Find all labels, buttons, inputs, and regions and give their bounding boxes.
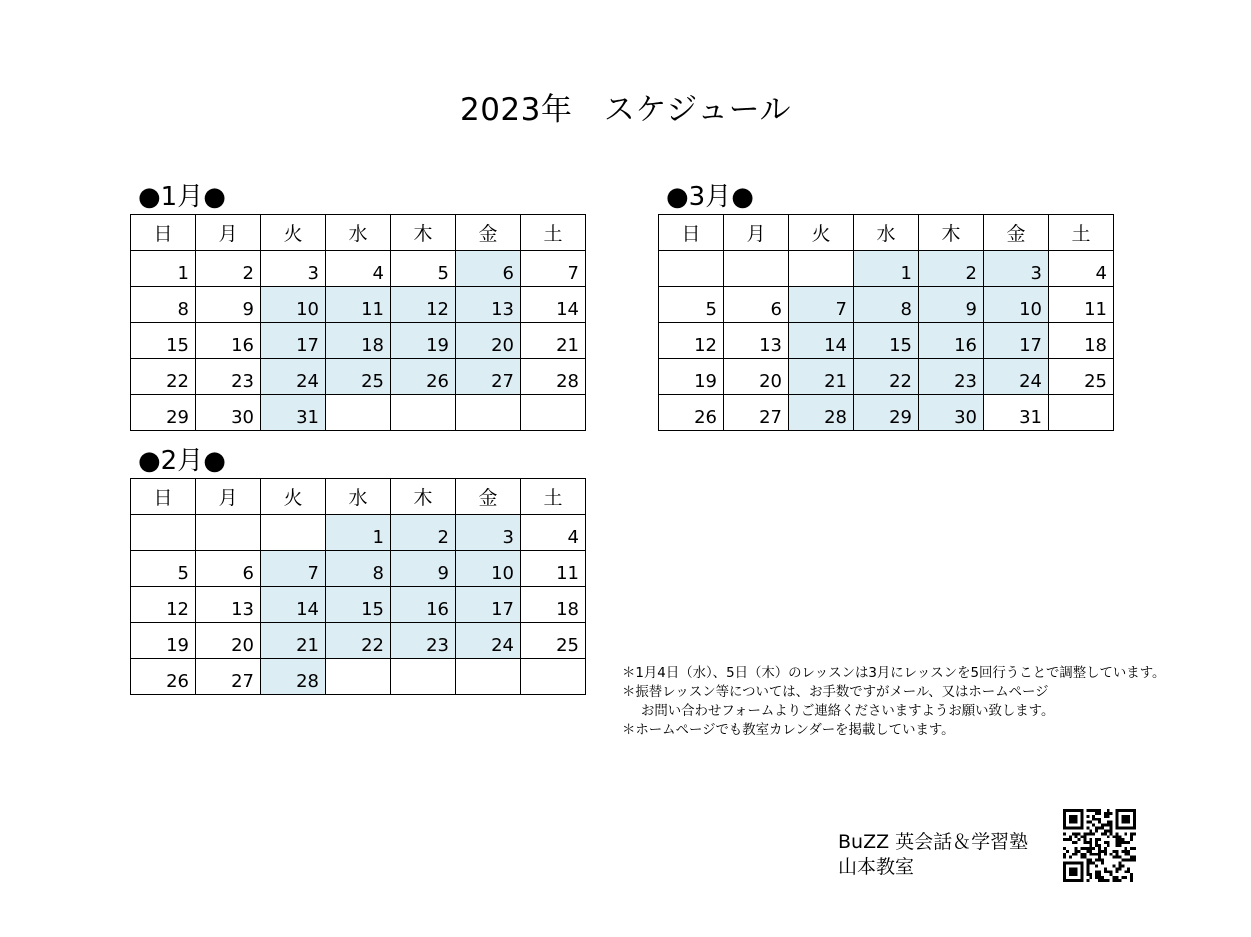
week-row — [131, 623, 586, 659]
weekday-header: 日 — [131, 215, 196, 251]
note-line: ＊ホームページでも教室カレンダーを掲載しています。 — [622, 723, 955, 738]
qr-code-icon[interactable] — [1063, 809, 1136, 882]
day-cell: 3 — [984, 251, 1049, 287]
day-cell: 24 — [456, 623, 521, 659]
day-cell: 24 — [261, 359, 326, 395]
calendar-march — [658, 214, 1114, 431]
weekday-header: 金 — [456, 479, 521, 515]
day-cell: 28 — [261, 659, 326, 695]
day-cell: 16 — [919, 323, 984, 359]
weekday-header: 月 — [724, 215, 789, 251]
empty-day-cell — [789, 251, 854, 287]
day-cell: 17 — [984, 323, 1049, 359]
day-cell: 7 — [789, 287, 854, 323]
weekday-header: 火 — [261, 479, 326, 515]
note-line: お問い合わせフォームよりご連絡くださいますようお願い致します。 — [641, 704, 1055, 719]
day-cell: 16 — [196, 323, 261, 359]
week-row — [131, 287, 586, 323]
weekday-header: 金 — [984, 215, 1049, 251]
day-cell: 17 — [261, 323, 326, 359]
week-row — [659, 287, 1114, 323]
day-cell: 10 — [984, 287, 1049, 323]
weekday-header: 水 — [854, 215, 919, 251]
day-cell: 20 — [196, 623, 261, 659]
day-cell: 27 — [196, 659, 261, 695]
day-cell: 15 — [326, 587, 391, 623]
day-cell: 2 — [919, 251, 984, 287]
weekday-header: 火 — [261, 215, 326, 251]
month-heading-january: ●1月● — [138, 182, 226, 212]
notes — [622, 664, 1165, 740]
day-cell: 8 — [326, 551, 391, 587]
empty-day-cell — [521, 395, 586, 431]
day-cell: 11 — [326, 287, 391, 323]
day-cell: 27 — [724, 395, 789, 431]
day-cell: 20 — [456, 323, 521, 359]
weekday-header: 月 — [196, 215, 261, 251]
calendar-february — [130, 478, 586, 695]
weekday-header: 火 — [789, 215, 854, 251]
day-cell: 6 — [456, 251, 521, 287]
week-row — [131, 359, 586, 395]
day-cell: 2 — [196, 251, 261, 287]
day-cell: 11 — [521, 551, 586, 587]
weekday-header: 土 — [1049, 215, 1114, 251]
day-cell: 14 — [521, 287, 586, 323]
day-cell: 26 — [391, 359, 456, 395]
empty-day-cell — [326, 395, 391, 431]
day-cell: 5 — [131, 551, 196, 587]
day-cell: 28 — [789, 395, 854, 431]
week-row — [131, 551, 586, 587]
day-cell: 19 — [659, 359, 724, 395]
day-cell: 29 — [131, 395, 196, 431]
empty-day-cell — [659, 251, 724, 287]
day-cell: 4 — [326, 251, 391, 287]
empty-day-cell — [391, 659, 456, 695]
day-cell: 21 — [261, 623, 326, 659]
school-name-line1: BuZZ 英会話＆学習塾 — [838, 831, 1029, 853]
empty-day-cell — [326, 659, 391, 695]
weekday-header: 日 — [659, 215, 724, 251]
day-cell: 30 — [919, 395, 984, 431]
weekday-header: 水 — [326, 215, 391, 251]
week-row — [659, 395, 1114, 431]
day-cell: 30 — [196, 395, 261, 431]
day-cell: 21 — [789, 359, 854, 395]
day-cell: 25 — [1049, 359, 1114, 395]
day-cell: 16 — [391, 587, 456, 623]
page-title: 2023年 スケジュール — [459, 92, 792, 128]
week-row — [659, 359, 1114, 395]
day-cell: 25 — [326, 359, 391, 395]
day-cell: 9 — [196, 287, 261, 323]
day-cell: 20 — [724, 359, 789, 395]
day-cell: 28 — [521, 359, 586, 395]
day-cell: 1 — [131, 251, 196, 287]
weekday-header: 日 — [131, 479, 196, 515]
school-name-line2: 山本教室 — [838, 856, 915, 878]
calendar-january — [130, 214, 586, 431]
weekday-header-row — [659, 215, 1114, 251]
week-row — [131, 515, 586, 551]
week-row — [659, 323, 1114, 359]
day-cell: 22 — [326, 623, 391, 659]
weekday-header: 月 — [196, 479, 261, 515]
empty-day-cell — [391, 395, 456, 431]
day-cell: 18 — [326, 323, 391, 359]
day-cell: 15 — [131, 323, 196, 359]
week-row — [131, 395, 586, 431]
note-line: ＊1月4日（水）、5日（木）のレッスンは3月にレッスンを5回行うことで調整しています。 — [622, 666, 1166, 681]
day-cell: 23 — [391, 623, 456, 659]
day-cell: 7 — [261, 551, 326, 587]
empty-day-cell — [1049, 395, 1114, 431]
day-cell: 14 — [789, 323, 854, 359]
weekday-header: 木 — [391, 215, 456, 251]
week-row — [659, 251, 1114, 287]
weekday-header-row — [131, 479, 586, 515]
day-cell: 10 — [456, 551, 521, 587]
empty-day-cell — [521, 659, 586, 695]
empty-day-cell — [261, 515, 326, 551]
day-cell: 9 — [391, 551, 456, 587]
day-cell: 13 — [196, 587, 261, 623]
month-heading-february: ●2月● — [138, 446, 226, 476]
day-cell: 25 — [521, 623, 586, 659]
day-cell: 19 — [391, 323, 456, 359]
day-cell: 23 — [919, 359, 984, 395]
day-cell: 14 — [261, 587, 326, 623]
day-cell: 9 — [919, 287, 984, 323]
day-cell: 23 — [196, 359, 261, 395]
day-cell: 31 — [984, 395, 1049, 431]
day-cell: 5 — [391, 251, 456, 287]
weekday-header: 木 — [919, 215, 984, 251]
weekday-header: 水 — [326, 479, 391, 515]
day-cell: 1 — [326, 515, 391, 551]
day-cell: 10 — [261, 287, 326, 323]
week-row — [131, 251, 586, 287]
day-cell: 4 — [1049, 251, 1114, 287]
day-cell: 12 — [659, 323, 724, 359]
empty-day-cell — [724, 251, 789, 287]
day-cell: 8 — [131, 287, 196, 323]
day-cell: 31 — [261, 395, 326, 431]
school-name — [838, 830, 1028, 880]
empty-day-cell — [196, 515, 261, 551]
day-cell: 18 — [1049, 323, 1114, 359]
note-line: ＊振替レッスン等については、お手数ですがメール、又はホームページ — [622, 685, 1049, 700]
day-cell: 15 — [854, 323, 919, 359]
day-cell: 26 — [659, 395, 724, 431]
day-cell: 13 — [724, 323, 789, 359]
week-row — [131, 659, 586, 695]
day-cell: 7 — [521, 251, 586, 287]
day-cell: 12 — [131, 587, 196, 623]
day-cell: 8 — [854, 287, 919, 323]
day-cell: 3 — [456, 515, 521, 551]
day-cell: 26 — [131, 659, 196, 695]
weekday-header: 金 — [456, 215, 521, 251]
day-cell: 27 — [456, 359, 521, 395]
day-cell: 6 — [724, 287, 789, 323]
week-row — [131, 587, 586, 623]
day-cell: 6 — [196, 551, 261, 587]
day-cell: 2 — [391, 515, 456, 551]
day-cell: 1 — [854, 251, 919, 287]
day-cell: 22 — [131, 359, 196, 395]
empty-day-cell — [131, 515, 196, 551]
weekday-header: 木 — [391, 479, 456, 515]
day-cell: 4 — [521, 515, 586, 551]
day-cell: 22 — [854, 359, 919, 395]
day-cell: 21 — [521, 323, 586, 359]
day-cell: 5 — [659, 287, 724, 323]
day-cell: 24 — [984, 359, 1049, 395]
day-cell: 18 — [521, 587, 586, 623]
empty-day-cell — [456, 659, 521, 695]
day-cell: 17 — [456, 587, 521, 623]
day-cell: 12 — [391, 287, 456, 323]
month-heading-march: ●3月● — [666, 182, 754, 212]
day-cell: 11 — [1049, 287, 1114, 323]
day-cell: 13 — [456, 287, 521, 323]
week-row — [131, 323, 586, 359]
weekday-header: 土 — [521, 479, 586, 515]
weekday-header-row — [131, 215, 586, 251]
day-cell: 19 — [131, 623, 196, 659]
day-cell: 29 — [854, 395, 919, 431]
empty-day-cell — [456, 395, 521, 431]
day-cell: 3 — [261, 251, 326, 287]
weekday-header: 土 — [521, 215, 586, 251]
